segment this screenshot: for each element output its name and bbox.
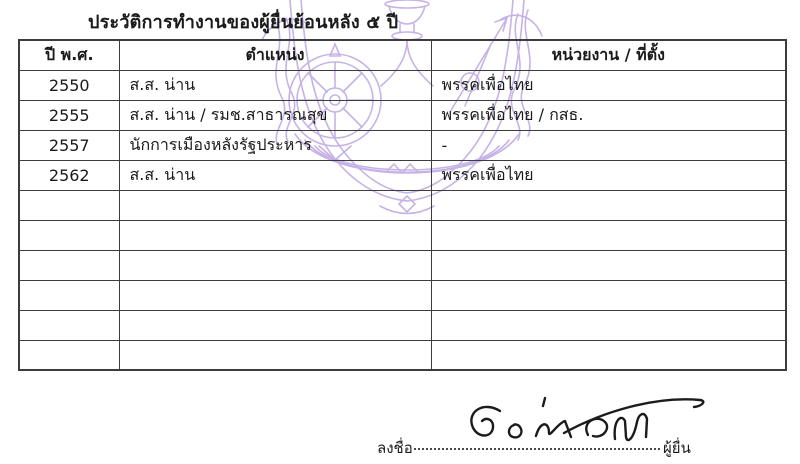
- cell-position: [119, 250, 431, 280]
- cell-organization: พรรคเพื่อไทย: [431, 70, 786, 100]
- cell-organization: [431, 310, 786, 340]
- cell-position: นักการเมืองหลังรัฐประหาร: [119, 130, 431, 160]
- cell-year: 2555: [19, 100, 119, 130]
- page-title: ประวัติการทำงานของผู้ยื่นย้อนหลัง ๕ ปี: [88, 12, 399, 33]
- table-row-empty: [19, 280, 786, 310]
- table-row-empty: [19, 190, 786, 220]
- cell-position: [119, 310, 431, 340]
- cell-position: ส.ส. น่าน: [119, 70, 431, 100]
- cell-organization: [431, 340, 786, 370]
- table-row-empty: [19, 250, 786, 280]
- cell-position: ส.ส. น่าน / รมช.สาธารณสุข: [119, 100, 431, 130]
- cell-year: [19, 310, 119, 340]
- cell-organization: [431, 280, 786, 310]
- work-history-table: [18, 39, 787, 371]
- table-row-empty: [19, 310, 786, 340]
- table-row: [19, 130, 786, 160]
- cell-organization: พรรคเพื่อไทย: [431, 160, 786, 190]
- cell-organization: [431, 220, 786, 250]
- col-header-year: ปี พ.ศ.: [19, 40, 119, 70]
- handwritten-signature-icon: [452, 391, 712, 451]
- cell-year: 2557: [19, 130, 119, 160]
- cell-position: [119, 190, 431, 220]
- cell-year: [19, 220, 119, 250]
- cell-organization: พรรคเพื่อไทย / กสธ.: [431, 100, 786, 130]
- cell-year: 2562: [19, 160, 119, 190]
- cell-organization: -: [431, 130, 786, 160]
- cell-position: [119, 280, 431, 310]
- cell-year: [19, 250, 119, 280]
- sign-label: ลงชื่อ: [377, 439, 413, 457]
- table-row-empty: [19, 340, 786, 370]
- table-row: [19, 100, 786, 130]
- cell-year: [19, 340, 119, 370]
- table-row: [19, 70, 786, 100]
- col-header-organization: หน่วยงาน / ที่ตั้ง: [431, 40, 786, 70]
- cell-position: [119, 220, 431, 250]
- cell-organization: [431, 190, 786, 220]
- signer-role-label: ผู้ยื่น: [663, 439, 691, 457]
- cell-organization: [431, 250, 786, 280]
- table-row-empty: [19, 220, 786, 250]
- table-row: [19, 160, 786, 190]
- cell-year: [19, 280, 119, 310]
- cell-position: [119, 340, 431, 370]
- cell-year: [19, 190, 119, 220]
- cell-year: 2550: [19, 70, 119, 100]
- col-header-position: ตำแหน่ง: [119, 40, 431, 70]
- table-header-row: [19, 40, 786, 70]
- cell-position: ส.ส. น่าน: [119, 160, 431, 190]
